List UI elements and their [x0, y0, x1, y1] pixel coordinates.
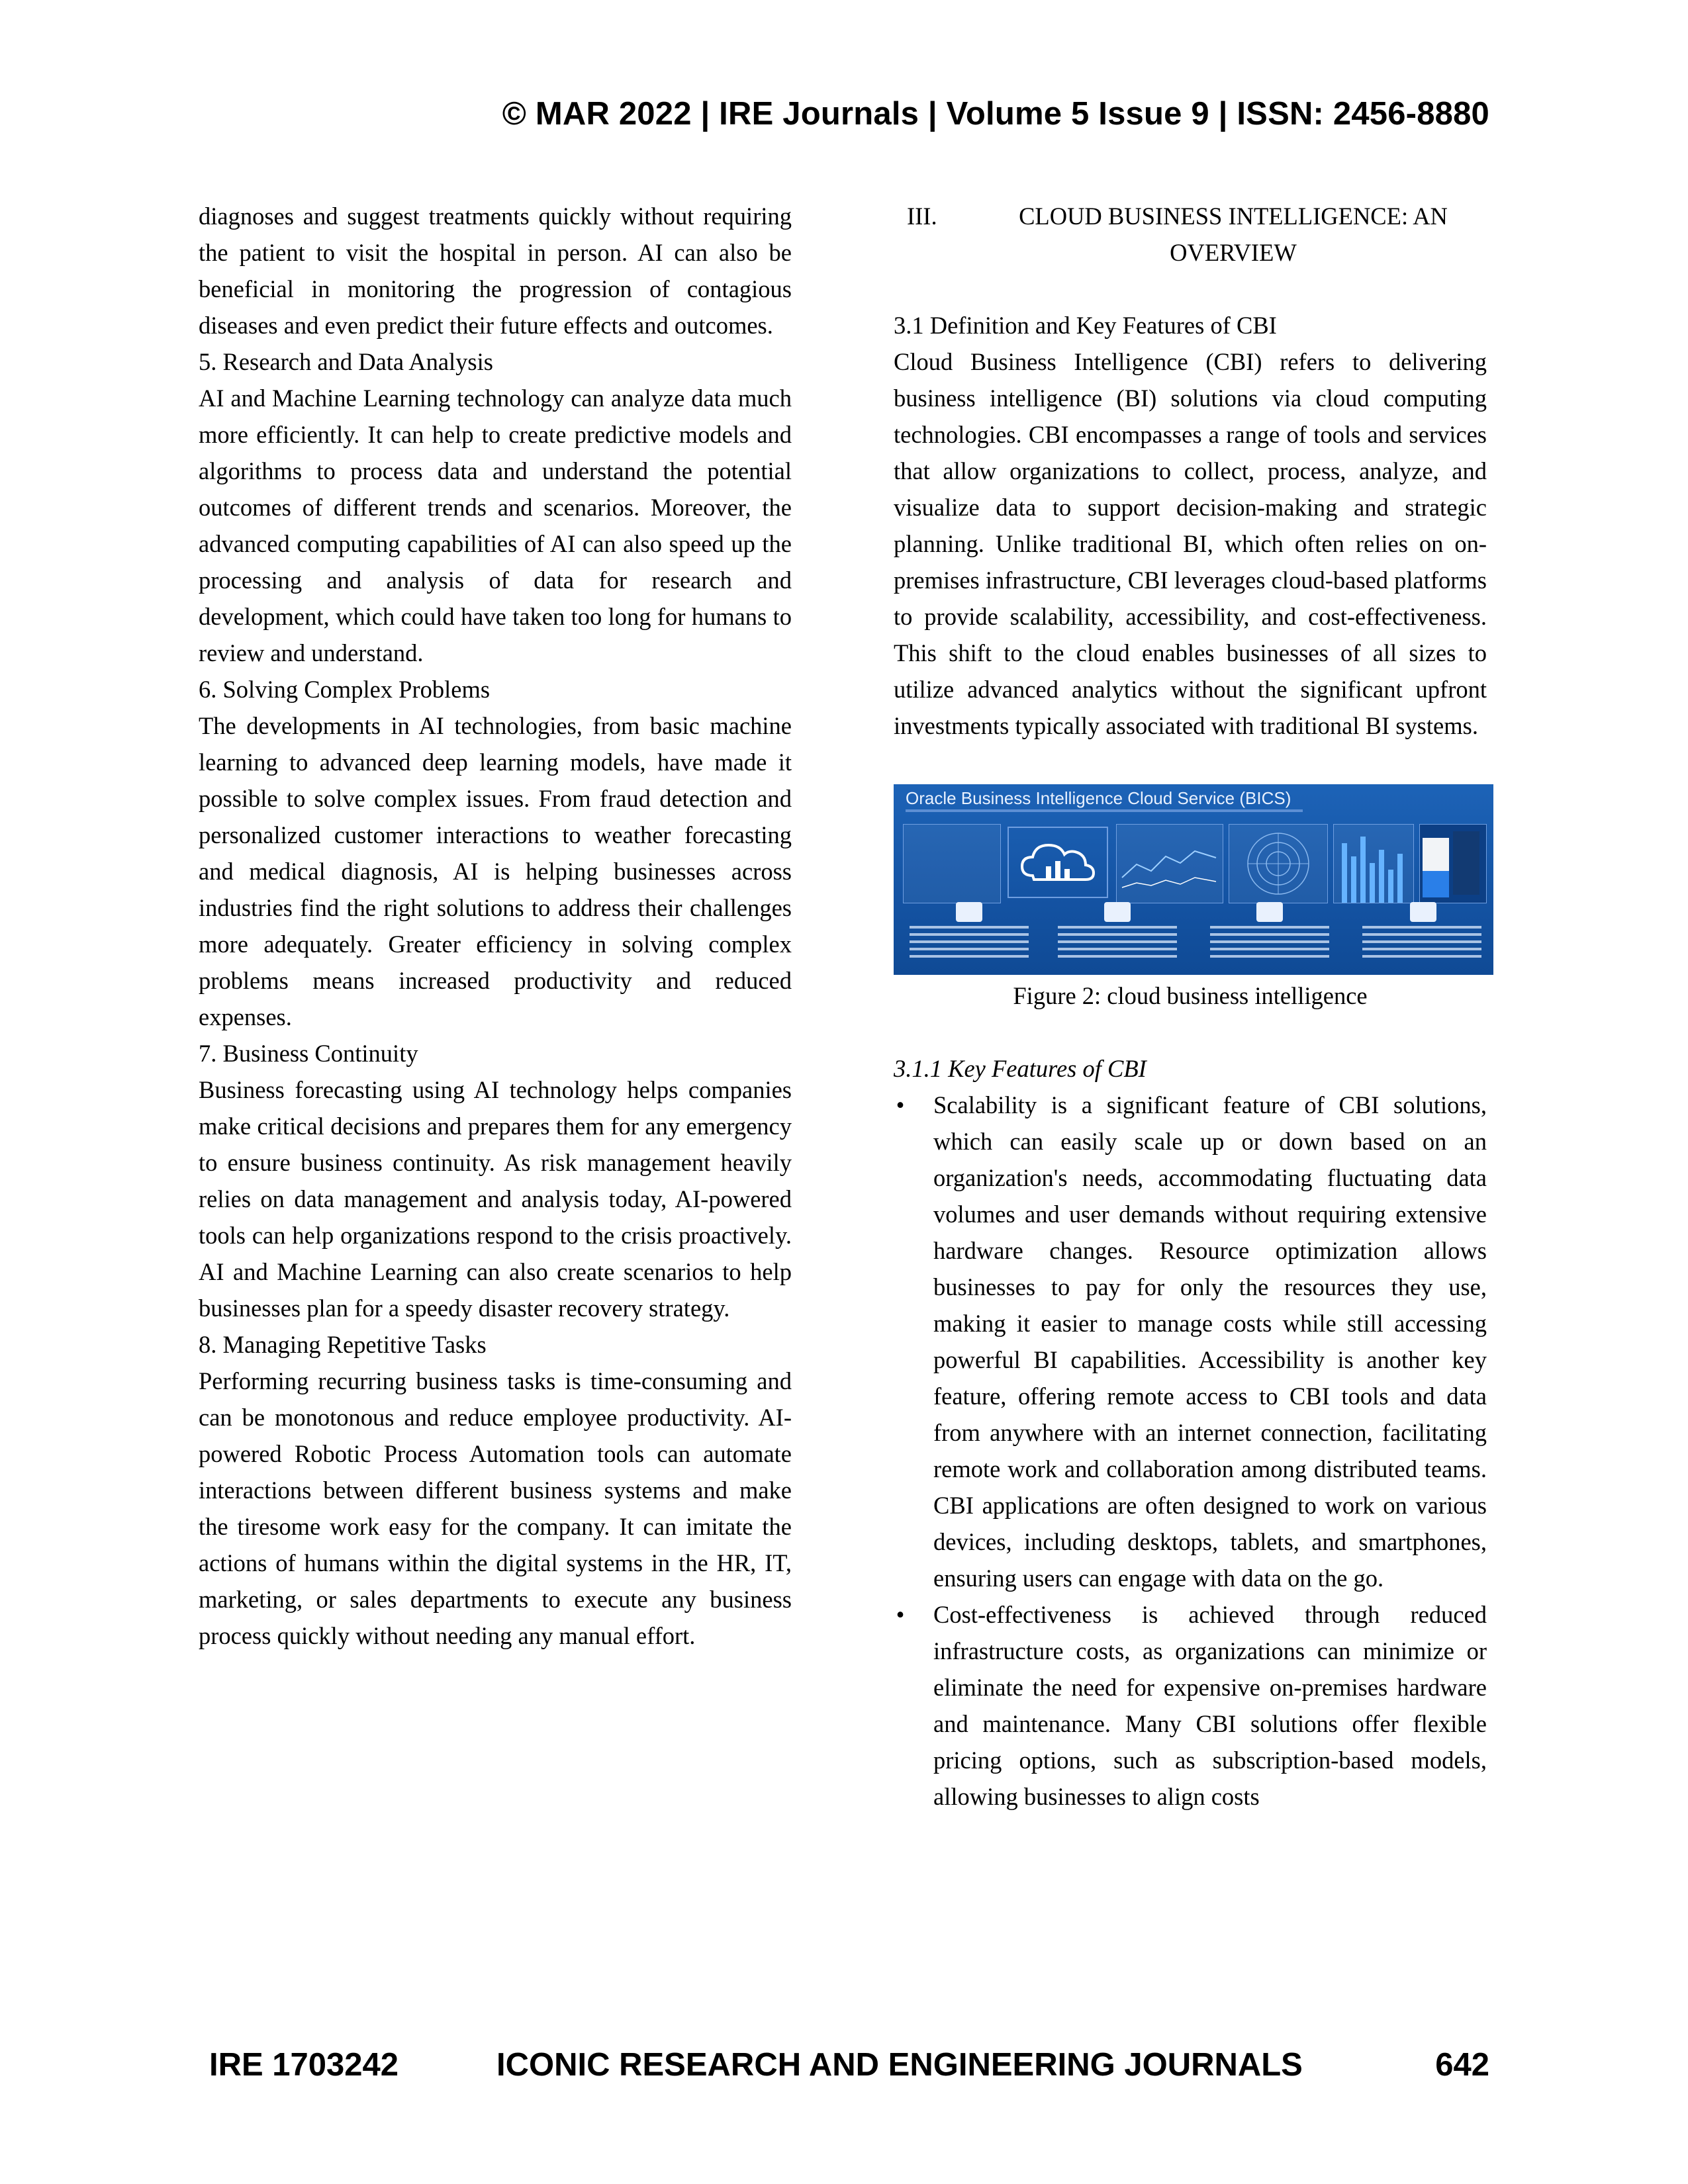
heading-business-continuity: 7. Business Continuity: [199, 1040, 418, 1067]
figure-tiles-panel: [1419, 824, 1487, 903]
list-item-text: Scalability is a significant feature of CBI solutions, which can easily scale up or down based on an organization's needs, accommodating fluctuating data volumes and user demands without requiring extensive hardware changes. Resource optimization allows businesses to pay for only the resources they use, making it easier to manage costs while still accessing powerful BI capabilities. Accessibility is another key feature, offering remote access to CBI tools and data from anywhere with an internet connection, facilitating remote work and collaboration among distributed teams. CBI applications are often designed to work on various devices, including desktops, tablets, and smartphones, ensuring users can engage with data on the go.: [933, 1091, 1487, 1592]
right-column: [894, 198, 1487, 1815]
figure-bar-panel: [1333, 824, 1414, 903]
paragraph-solving-complex-problems: The developments in AI technologies, from basic machine learning to advanced deep learning models, have made it possible to solve complex issues. From fraud detection and personalized customer interactions to weather forecasting and medical diagnosis, AI is helping businesses across industries find the right solutions to address their challenges more adequately. Greater efficiency in solving complex problems means increased productivity and reduced expenses.: [199, 712, 792, 1030]
heading-managing-repetitive-tasks: 8. Managing Repetitive Tasks: [199, 1331, 487, 1358]
monitor-icon: [1256, 902, 1283, 922]
figure-cloud-bi-image: [894, 784, 1493, 975]
journal-footer: [199, 2046, 1489, 2086]
figure-subtitle-line: [906, 809, 1303, 812]
footer-journal-name: ICONIC RESEARCH AND ENGINEERING JOURNALS: [496, 2047, 1303, 2083]
figure-tile-caption: [1362, 926, 1481, 960]
paragraph-research-data-analysis: AI and Machine Learning technology can analyze data much more efficiently. It can help to create predictive models and algorithms to process data and understand the potential outcomes of different trends and scenarios. Moreover, the advanced computing capabilities of AI can also speed up the processing and analysis of data for research and development, which could have taken too long for humans to review and understand.: [199, 385, 792, 666]
figure-image-title: Oracle Business Intelligence Cloud Service (BICS): [906, 788, 1291, 808]
figure-tile-caption: [910, 926, 1029, 960]
left-column: [199, 198, 792, 1654]
list-item-text: Cost-effectiveness is achieved through reduced infrastructure costs, as organizations can minimize or eliminate the need for expensive on-premises hardware and maintenance. Many CBI solutions offer flexible pricing options, such as subscription-based models, allowing businesses to align costs: [933, 1601, 1487, 1810]
bullet-icon: •: [896, 1091, 905, 1118]
cloud-icon: [1008, 827, 1108, 898]
paragraph-cbi-definition: Cloud Business Intelligence (CBI) refers to delivering business intelligence (BI) solutions via cloud computing technologies. CBI encompasses a range of tools and services that allow organizations to collect, process, analyze, and visualize data to support decision-making and strategic planning. Unlike traditional BI, which often relies on on-premises infrastructure, CBI leverages cloud-based platforms to provide scalability, accessibility, and cost-effectiveness. This shift to the cloud enables businesses of all sizes to utilize advanced analytics without the significant upfront investments typically associated with traditional BI systems.: [894, 348, 1487, 739]
figure-tile-caption: [1210, 926, 1329, 960]
heading-research-data-analysis: 5. Research and Data Analysis: [199, 348, 493, 375]
paragraph-managing-repetitive-tasks: Performing recurring business tasks is time-consuming and can be monotonous and reduce employee productivity. AI-powered Robotic Process Automation tools can automate interactions between different business systems and make the tiresome work easy for the company. It can imitate the actions of humans within the digital systems in the HR, IT, marketing, or sales departments to execute any business process quickly without needing any manual effort.: [199, 1367, 792, 1649]
subsection-heading-definition: 3.1 Definition and Key Features of CBI: [894, 312, 1277, 339]
list-item-scalability: [894, 1087, 1487, 1596]
line-chart-icon: [1117, 825, 1223, 903]
monitor-icon: [1410, 902, 1436, 922]
key-features-list: [894, 1087, 1487, 1815]
monitor-icon: [1104, 902, 1131, 922]
radar-chart-icon: [1229, 825, 1327, 903]
list-item-cost-effectiveness: [894, 1596, 1487, 1815]
figure-line-chart-panel: [1116, 824, 1223, 903]
section-title: CLOUD BUSINESS INTELLIGENCE: AN OVERVIEW: [1019, 203, 1448, 266]
figure-radar-panel: [1229, 824, 1328, 903]
heading-solving-complex-problems: 6. Solving Complex Problems: [199, 676, 491, 703]
paragraph-diagnoses: diagnoses and suggest treatments quickly without requiring the patient to visit the hospital in person. AI can also be beneficial in monitoring the progression of contagious diseases and even predict their future effects and outcomes.: [199, 203, 792, 339]
figure-caption: Figure 2: cloud business intelligence: [1013, 982, 1368, 1009]
journal-header: © MAR 2022 | IRE Journals | Volume 5 Issue 9 | ISSN: 2456-8880: [502, 96, 1489, 132]
figure-table-panel: [903, 824, 1001, 903]
paragraph-business-continuity: Business forecasting using AI technology helps companies make critical decisions and prepares them for any emergency to ensure business continuity. As risk management heavily relies on data management and analysis today, AI-powered tools can help organizations respond to the crisis proactively. AI and Machine Learning can also create scenarios to help businesses plan for a speedy disaster recovery strategy.: [199, 1076, 792, 1322]
section-heading: [894, 198, 1487, 271]
section-number: III.: [907, 203, 937, 230]
figure-tile-caption: [1058, 926, 1177, 960]
bullet-icon: •: [896, 1601, 905, 1628]
page-number: 642: [1435, 2047, 1489, 2083]
footer-article-id: IRE 1703242: [209, 2047, 399, 2083]
subsection-heading-key-features: 3.1.1 Key Features of CBI: [894, 1055, 1147, 1082]
monitor-icon: [956, 902, 982, 922]
